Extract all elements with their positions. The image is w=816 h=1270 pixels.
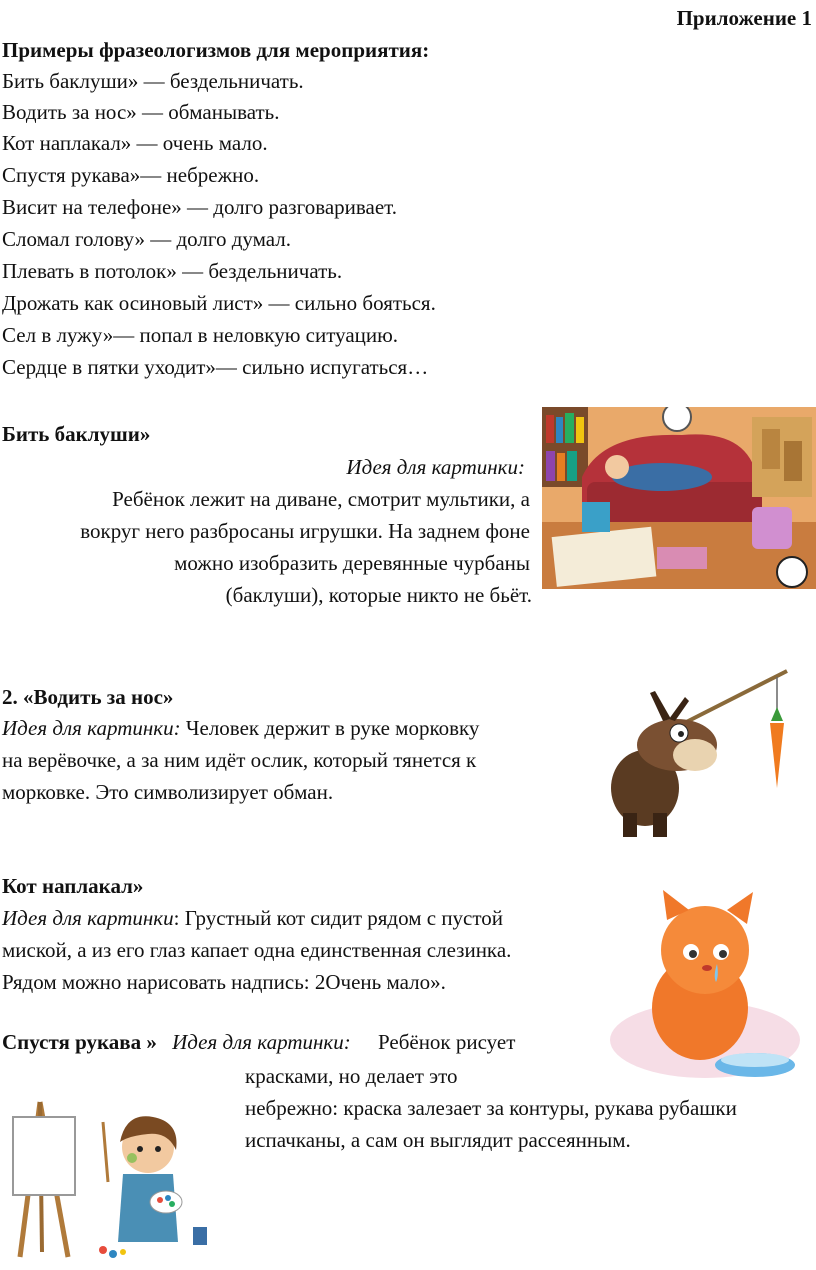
section1-text-line: вокруг него разбросаны игрушки. На заднем фоне [80,519,530,543]
appendix-label: Приложение 1 [676,6,812,30]
section1-text-line: можно изобразить деревянные чурбаны [174,551,530,575]
section3-text-line: Рядом можно нарисовать надпись: 2Очень мало». [2,970,446,994]
idiom-item: Водить за нос» — обманывать. [2,100,280,124]
section3-text-line: миской, а из его глаз капает одна единственная слезинка. [2,938,512,962]
idiom-item: Сердце в пятки уходит»— сильно испугаться… [2,355,429,379]
child-painting-illustration [8,1092,233,1262]
idiom-item: Висит на телефоне» — долго разговаривает. [2,195,398,219]
section1-text-line: (баклуши), которые никто не бьёт. [225,583,532,607]
section3-first-line [2,906,503,930]
crying-cat-illustration [605,890,805,1085]
section3-text: : Грустный кот сидит рядом с пустой [173,906,504,930]
section4-first-line [2,1030,515,1054]
section4-text: Ребёнок рисует [377,1030,516,1054]
idiom-item: Плевать в потолок» — бездельничать. [2,259,343,283]
section2-title: 2. «Водить за нос» [2,685,174,709]
section2-first-line [2,716,479,740]
section1-title: Бить баклуши» [2,422,151,446]
idiom-item: Спустя рукава»— небрежно. [2,163,260,187]
idiom-item: Сломал голову» — долго думал. [2,227,291,251]
section1-text-line: Ребёнок лежит на диване, смотрит мультики, а [112,487,530,511]
section4-idea-label: Идея для картинки: [172,1030,351,1054]
idiom-item: Дрожать как осиновый лист» — сильно бояться. [2,291,436,315]
section4-title: Спустя рукава » [2,1030,157,1054]
page-heading: Примеры фразеологизмов для мероприятия: [2,38,430,62]
section4-text-line: небрежно: краска залезает за контуры, рукава рубашки [245,1096,737,1120]
idiom-item: Сел в лужу»— попал в неловкую ситуацию. [2,323,399,347]
section3-title: Кот наплакал» [2,874,144,898]
sofa-scene-illustration [542,407,816,589]
section4-text-line: красками, но делает это [245,1064,458,1088]
donkey-carrot-illustration [605,663,790,843]
section2-idea-label: Идея для картинки: [2,716,181,740]
section2-text: Человек держит в руке морковку [180,716,480,740]
section2-text-line: на верёвочке, а за ним идёт ослик, который тянется к [2,748,477,772]
idiom-item: Бить баклуши» — бездельничать. [2,69,304,93]
section2-text-line: морковке. Это символизирует обман. [2,780,334,804]
idiom-item: Кот наплакал» — очень мало. [2,131,268,155]
section1-idea-label: Идея для картинки: [346,455,525,479]
section4-text-line: испачканы, а сам он выглядит рассеянным. [245,1128,631,1152]
section3-idea-label: Идея для картинки [2,906,174,930]
